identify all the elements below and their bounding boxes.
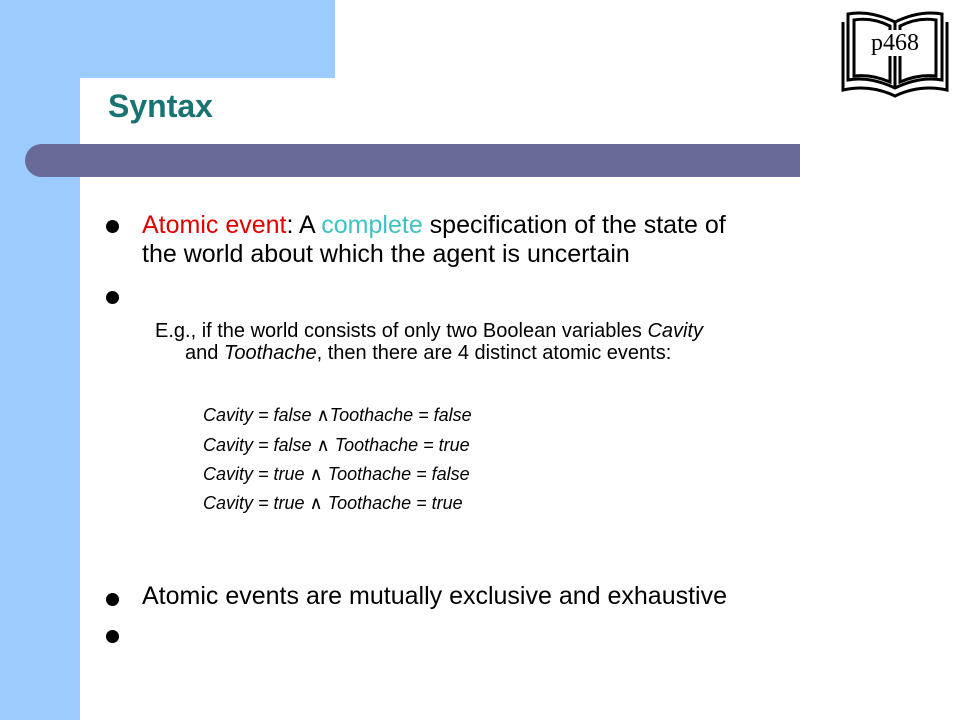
title-underline-bar (25, 144, 800, 177)
bullet-atomic-event: Atomic event: A complete specification of the state of the world about which the agent is uncertain (142, 211, 726, 268)
bullet-dot (106, 593, 119, 606)
bullet-dot (106, 291, 119, 304)
page-reference: p468 (871, 30, 919, 56)
book-icon (840, 8, 950, 98)
atomic-event-1: Cavity = false ∧Toothache = false (203, 405, 472, 425)
atomic-event-2: Cavity = false ∧ Toothache = true (203, 435, 470, 455)
top-decor-band (80, 0, 335, 78)
slide-title: Syntax (108, 88, 213, 124)
example-text: E.g., if the world consists of only two Boolean variables Cavity and Toothache, then there are 4 distinct atomic events: (155, 320, 704, 364)
left-decor-band (0, 0, 80, 720)
term-atomic-event: Atomic event (142, 211, 287, 239)
bullet-dot (106, 220, 119, 233)
bullet-dot (106, 630, 119, 643)
bullet-mutually-exclusive: Atomic events are mutually exclusive and exhaustive (142, 582, 728, 610)
term-complete: complete (321, 211, 423, 239)
atomic-event-3: Cavity = true ∧ Toothache = false (203, 464, 470, 484)
atomic-event-4: Cavity = true ∧ Toothache = true (203, 493, 463, 513)
